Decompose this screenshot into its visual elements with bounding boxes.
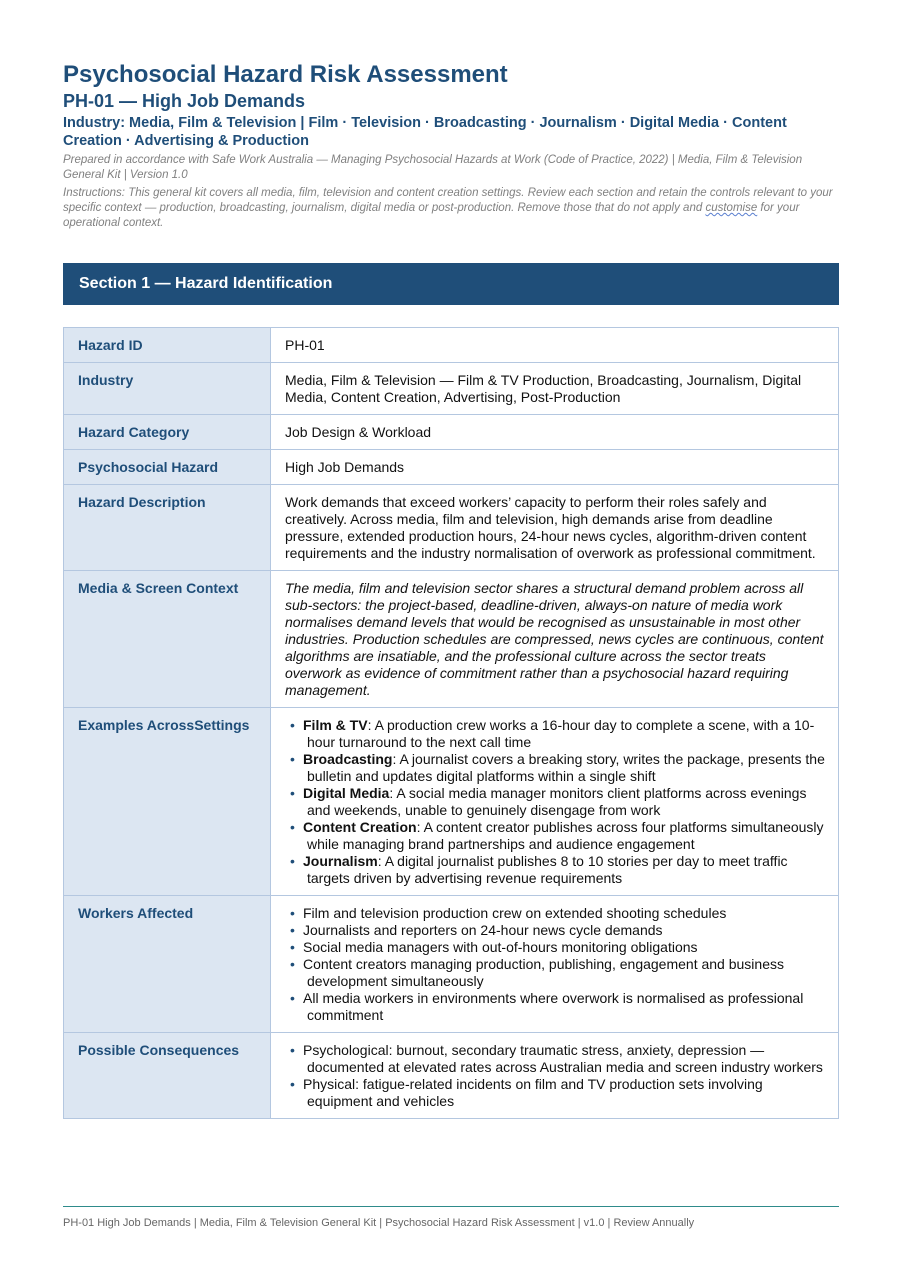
example-setting: Journalism xyxy=(303,853,378,869)
instructions-text-start: Instructions: This general kit covers all media, film, television and content creation settings. Review each section and retain the controls relevant to your specific context — production, broadcasting, journalism, digital media or post-production. Remove those that do not apply and xyxy=(63,187,833,214)
row-label: Industry xyxy=(64,363,271,415)
row-value xyxy=(271,708,839,896)
row-label: Hazard Description xyxy=(64,485,271,571)
hazard-subtitle: PH-01 — High Job Demands xyxy=(63,91,306,111)
row-value: High Job Demands xyxy=(271,450,839,485)
row-value: PH-01 xyxy=(271,328,839,363)
row-label: Possible Consequences xyxy=(64,1033,271,1119)
example-setting: Content Creation xyxy=(303,819,417,835)
footer-divider xyxy=(63,1206,839,1207)
list-item: • Journalists and reporters on 24-hour news cycle demands xyxy=(285,922,826,939)
example-setting: Digital Media xyxy=(303,785,390,801)
table-row-hazard-id xyxy=(64,328,839,363)
table-row-psychosocial-hazard xyxy=(64,450,839,485)
instructions-note xyxy=(63,186,839,231)
row-value: Work demands that exceed workers’ capacity to perform their roles safely and creatively. Across media, film and television, high demands arise from deadline pressure, extended production hours, 24-hour news cycles, algorithm-driven content requirements and the industry normalisation of overwork as professional commitment. xyxy=(271,485,839,571)
row-value: Job Design & Workload xyxy=(271,415,839,450)
row-label: Media & Screen Context xyxy=(64,571,271,708)
example-text: : A content creator publishes across four platforms simultaneously while managing brand partnerships and audience engagement xyxy=(307,819,824,852)
hazard-identification-table xyxy=(63,327,839,1119)
list-item: • Content creators managing production, publishing, engagement and business development simultaneously xyxy=(285,956,826,990)
example-setting: Film & TV xyxy=(303,717,368,733)
document-header xyxy=(63,60,839,231)
spellcheck-word: customise xyxy=(705,202,758,214)
row-label: Psychosocial Hazard xyxy=(64,450,271,485)
example-setting: Broadcasting xyxy=(303,751,393,767)
instructions-text-end: for your operational context. xyxy=(63,202,800,229)
table-row-hazard-category xyxy=(64,415,839,450)
table-row-industry xyxy=(64,363,839,415)
table-row-media-context xyxy=(64,571,839,708)
industry-line: Industry: Media, Film & Television | Film · Television · Broadcasting · Journalism · Digital Media · Content Creation · Advertising & Production xyxy=(63,115,787,149)
example-text: : A digital journalist publishes 8 to 10 stories per day to meet traffic targets driven by advertising revenue requirements xyxy=(307,853,788,886)
list-item xyxy=(285,751,826,785)
row-value: Media, Film & Television — Film & TV Production, Broadcasting, Journalism, Digital Media, Content Creation, Advertising, Post-Production xyxy=(271,363,839,415)
table-row-consequences xyxy=(64,1033,839,1119)
row-value xyxy=(271,896,839,1033)
row-value: The media, film and television sector shares a structural demand problem across all sub-sectors: the project-based, deadline-driven, always-on nature of media work normalises demand levels that would be recognised as unsustainable in most other industries. Production schedules are compressed, news cycles are continuous, content algorithms are insatiable, and the professional culture across the sector treats overwork as evidence of commitment rather than a psychosocial hazard requiring management. xyxy=(271,571,839,708)
list-item xyxy=(285,853,826,887)
example-text: : A journalist covers a breaking story, writes the package, presents the bulletin and updates digital platforms within a single shift xyxy=(307,751,825,784)
row-label: Examples AcrossSettings xyxy=(64,708,271,896)
list-item: • Psychological: burnout, secondary traumatic stress, anxiety, depression — documented at elevated rates across Australian media and screen industry workers xyxy=(285,1042,826,1076)
workers-list xyxy=(285,905,826,1024)
table-row-workers-affected xyxy=(64,896,839,1033)
row-label: Hazard ID xyxy=(64,328,271,363)
row-value xyxy=(271,1033,839,1119)
page-title: Psychosocial Hazard Risk Assessment xyxy=(63,61,508,88)
row-label: Workers Affected xyxy=(64,896,271,1033)
list-item: • Social media managers with out-of-hours monitoring obligations xyxy=(285,939,826,956)
list-item xyxy=(285,785,826,819)
list-item: • Physical: fatigue-related incidents on film and TV production sets involving equipment and vehicles xyxy=(285,1076,826,1110)
prepared-note: Prepared in accordance with Safe Work Australia — Managing Psychosocial Hazards at Work (Code of Practice, 2022) | Media, Film & Television General Kit | Version 1.0 xyxy=(63,154,803,181)
table-row-hazard-description xyxy=(64,485,839,571)
list-item xyxy=(285,819,826,853)
page-footer: PH-01 High Job Demands | Media, Film & Television General Kit | Psychosocial Hazard Risk Assessment | v1.0 | Review Annually xyxy=(63,1217,695,1229)
section-1-heading: Section 1 — Hazard Identification xyxy=(63,263,839,305)
list-item: • Film and television production crew on extended shooting schedules xyxy=(285,905,826,922)
examples-list xyxy=(285,717,826,887)
example-text: : A social media manager monitors client platforms across evenings and weekends, unable to genuinely disengage from work xyxy=(307,785,807,818)
table-row-examples xyxy=(64,708,839,896)
consequences-list xyxy=(285,1042,826,1110)
row-label: Hazard Category xyxy=(64,415,271,450)
list-item: • All media workers in environments where overwork is normalised as professional commitment xyxy=(285,990,826,1024)
example-text: : A production crew works a 16-hour day to complete a scene, with a 10-hour turnaround to the next call time xyxy=(307,717,815,750)
list-item xyxy=(285,717,826,751)
